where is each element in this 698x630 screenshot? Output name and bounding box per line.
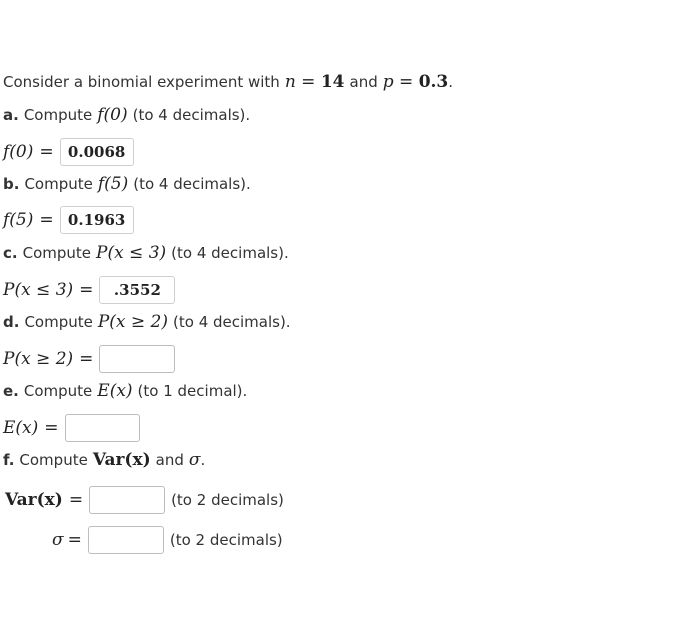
question-e-expr: E(x) [97,381,133,401]
sigma-hint: (to 2 decimals) [169,531,283,549]
answer-e-lhs: E(x) [3,418,39,438]
question-a: a. Compute f(0) (to 4 decimals). [3,105,251,125]
answer-row-c: P(x ≤ 3) = .3552 [3,276,175,304]
answer-row-d: P(x ≥ 2) = [3,345,175,373]
question-f-expr: Var(x) [92,450,151,470]
question-c: c. Compute P(x ≤ 3) (to 4 decimals). [3,243,289,263]
answer-row-var: Var(x) = (to 2 decimals) [5,486,284,514]
answer-row-sigma: σ = (to 2 decimals) [52,526,283,554]
answer-var-lhs: Var(x) [5,490,63,510]
question-d-expr: P(x ≥ 2) [97,312,169,332]
answer-row-e: E(x) = [3,414,140,442]
var-hint: (to 2 decimals) [171,491,284,509]
answer-c-lhs: P(x ≤ 3) [3,280,74,300]
answer-b-lhs: f(5) [3,210,34,230]
question-e: e. Compute E(x) (to 1 decimal). [3,381,248,401]
answer-c-field[interactable]: .3552 [99,276,175,304]
p-value: 0.3 [418,72,449,92]
answer-sigma-lhs: σ [52,530,64,550]
answer-var-input[interactable] [89,486,165,514]
question-c-expr: P(x ≤ 3) [96,243,167,263]
answer-d-lhs: P(x ≥ 2) [3,349,74,369]
n-variable: n [284,72,296,92]
question-f: f. Compute Var(x) and σ . [3,450,206,470]
p-variable: p [382,72,394,92]
answer-row-a: f(0) = 0.0068 [3,138,134,166]
answer-b-field[interactable]: 0.1963 [60,206,134,234]
answer-e-input[interactable] [65,414,140,442]
question-b: b. Compute f(5) (to 4 decimals). [3,174,251,194]
answer-d-input[interactable] [99,345,175,373]
answer-a-field[interactable]: 0.0068 [60,138,134,166]
problem-intro: Consider a binomial experiment with n = 14 and p = 0.3 . [3,72,454,92]
answer-a-lhs: f(0) [3,142,34,162]
question-a-expr: f(0) [97,105,128,125]
question-b-expr: f(5) [97,174,129,194]
n-value: 14 [320,72,345,92]
answer-sigma-input[interactable] [88,526,164,554]
answer-row-b: f(5) = 0.1963 [3,206,134,234]
sigma-symbol: σ [188,450,201,470]
question-d: d. Compute P(x ≥ 2) (to 4 decimals). [3,312,291,332]
intro-text: Consider a binomial experiment with [3,73,280,91]
